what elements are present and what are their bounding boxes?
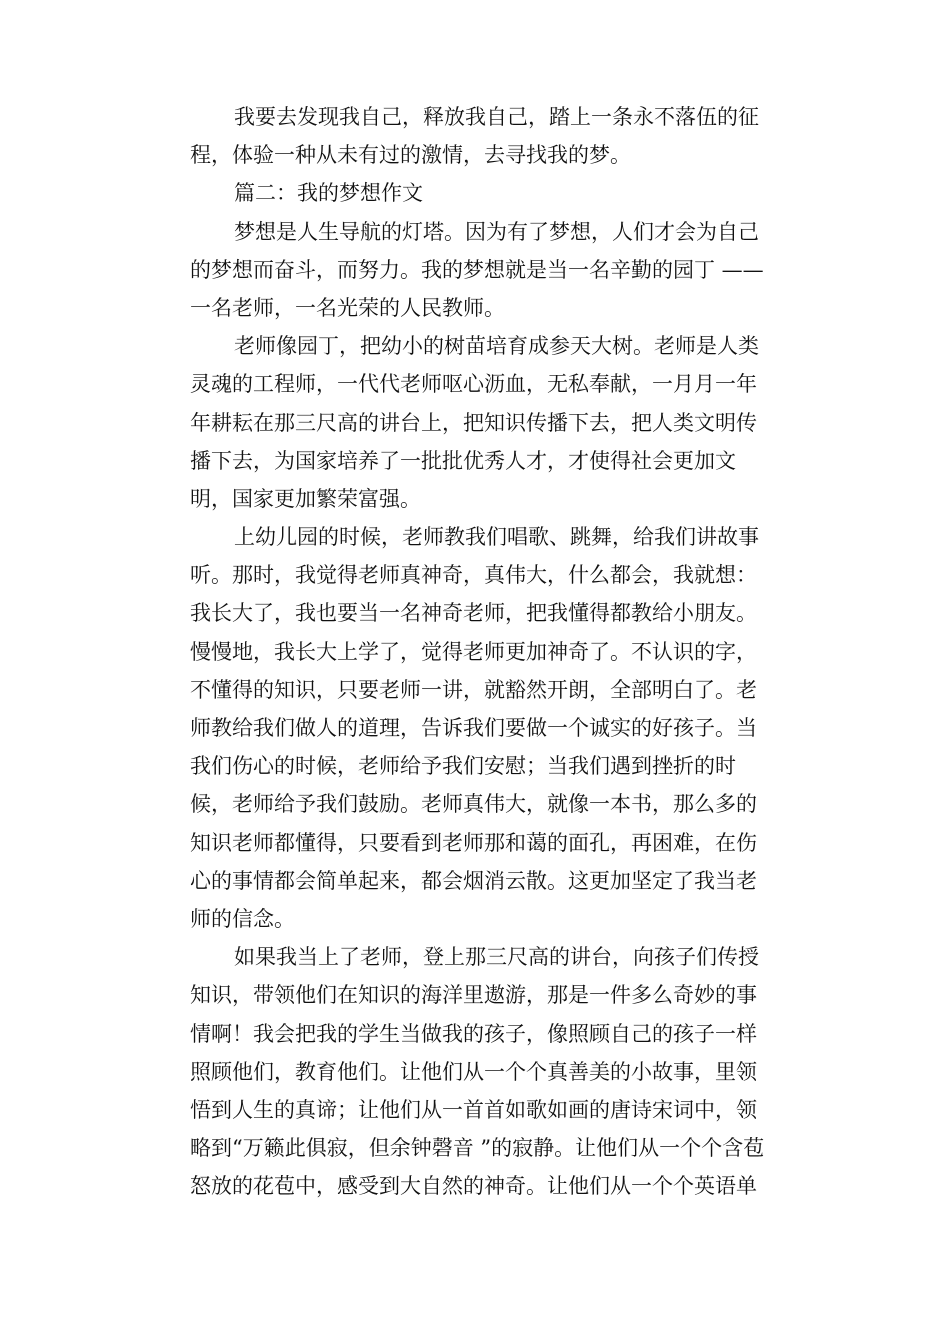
paragraph-line: 的梦想而奋斗，而努力。我的梦想就是当一名辛勤的园丁 —— <box>190 257 764 282</box>
paragraph-line: 知识，带领他们在知识的海洋里遨游，那是一件多么奇妙的事 <box>190 983 757 1008</box>
paragraph-line: 我长大了，我也要当一名神奇老师，把我懂得都教给小朋友。 <box>190 601 757 626</box>
paragraph-line: 师教给我们做人的道理，告诉我们要做一个诚实的好孩子。当 <box>190 716 757 740</box>
paragraph-line: 情啊！我会把我的学生当做我的孩子，像照顾自己的孩子一样 <box>190 1021 757 1046</box>
paragraph-line: 播下去，为国家培养了一批批优秀人才，才使得社会更加文 <box>190 448 736 473</box>
paragraph-line: 一名老师，一名光荣的人民教师。 <box>190 295 505 320</box>
section-heading: 篇二：我的梦想作文 <box>234 181 423 206</box>
document-body <box>190 98 800 1205</box>
paragraph-line: 听。那时，我觉得老师真神奇，真伟大，什么都会，我就想： <box>190 563 757 588</box>
paragraph-line: 知识老师都懂得，只要看到老师那和蔼的面孔，再困难，在伤 <box>190 830 757 855</box>
paragraph-line: 略到“万籁此俱寂，但余钟磬音 ”的寂静。让他们从一个个含苞 <box>190 1136 765 1161</box>
paragraph-line: 我要去发现我自己，释放我自己，踏上一条永不落伍的征 <box>234 105 759 129</box>
paragraph-line: 我们伤心的时候，老师给予我们安慰；当我们遇到挫折的时 <box>190 754 736 779</box>
paragraph-line: 灵魂的工程师，一代代老师呕心沥血，无私奉献，一月月一年 <box>190 372 757 397</box>
paragraph-line: 明，国家更加繁荣富强。 <box>190 486 421 511</box>
paragraph-line: 师的信念。 <box>190 906 295 931</box>
paragraph-line: 年耕耘在那三尺高的讲台上，把知识传播下去，把人类文明传 <box>190 410 757 435</box>
paragraph-line: 怒放的花苞中，感受到大自然的神奇。让他们从一个个英语单 <box>190 1174 757 1199</box>
paragraph-line: 上幼儿园的时候，老师教我们唱歌、跳舞，给我们讲故事 <box>234 525 759 550</box>
paragraph-line: 不懂得的知识，只要老师一讲，就豁然开朗，全部明白了。老 <box>190 677 757 702</box>
paragraph-line: 心的事情都会简单起来，都会烟消云散。这更加坚定了我当老 <box>190 868 757 893</box>
paragraph-line: 悟到人生的真谛；让他们从一首首如歌如画的唐诗宋词中，领 <box>190 1097 757 1122</box>
paragraph-line: 梦想是人生导航的灯塔。因为有了梦想，人们才会为自己 <box>234 219 759 244</box>
paragraph-line: 慢慢地，我长大上学了，觉得老师更加神奇了。不认识的字， <box>190 639 757 664</box>
paragraph-line: 照顾他们，教育他们。让他们从一个个真善美的小故事，里领 <box>190 1059 757 1084</box>
paragraph-line: 如果我当上了老师，登上那三尺高的讲台，向孩子们传授 <box>234 945 759 970</box>
paragraph-line: 老师像园丁，把幼小的树苗培育成参天大树。老师是人类 <box>234 334 759 359</box>
paragraph-line: 候，老师给予我们鼓励。老师真伟大，就像一本书，那么多的 <box>190 792 757 817</box>
paragraph-line: 程，体验一种从未有过的激情，去寻找我的梦。 <box>190 143 631 168</box>
